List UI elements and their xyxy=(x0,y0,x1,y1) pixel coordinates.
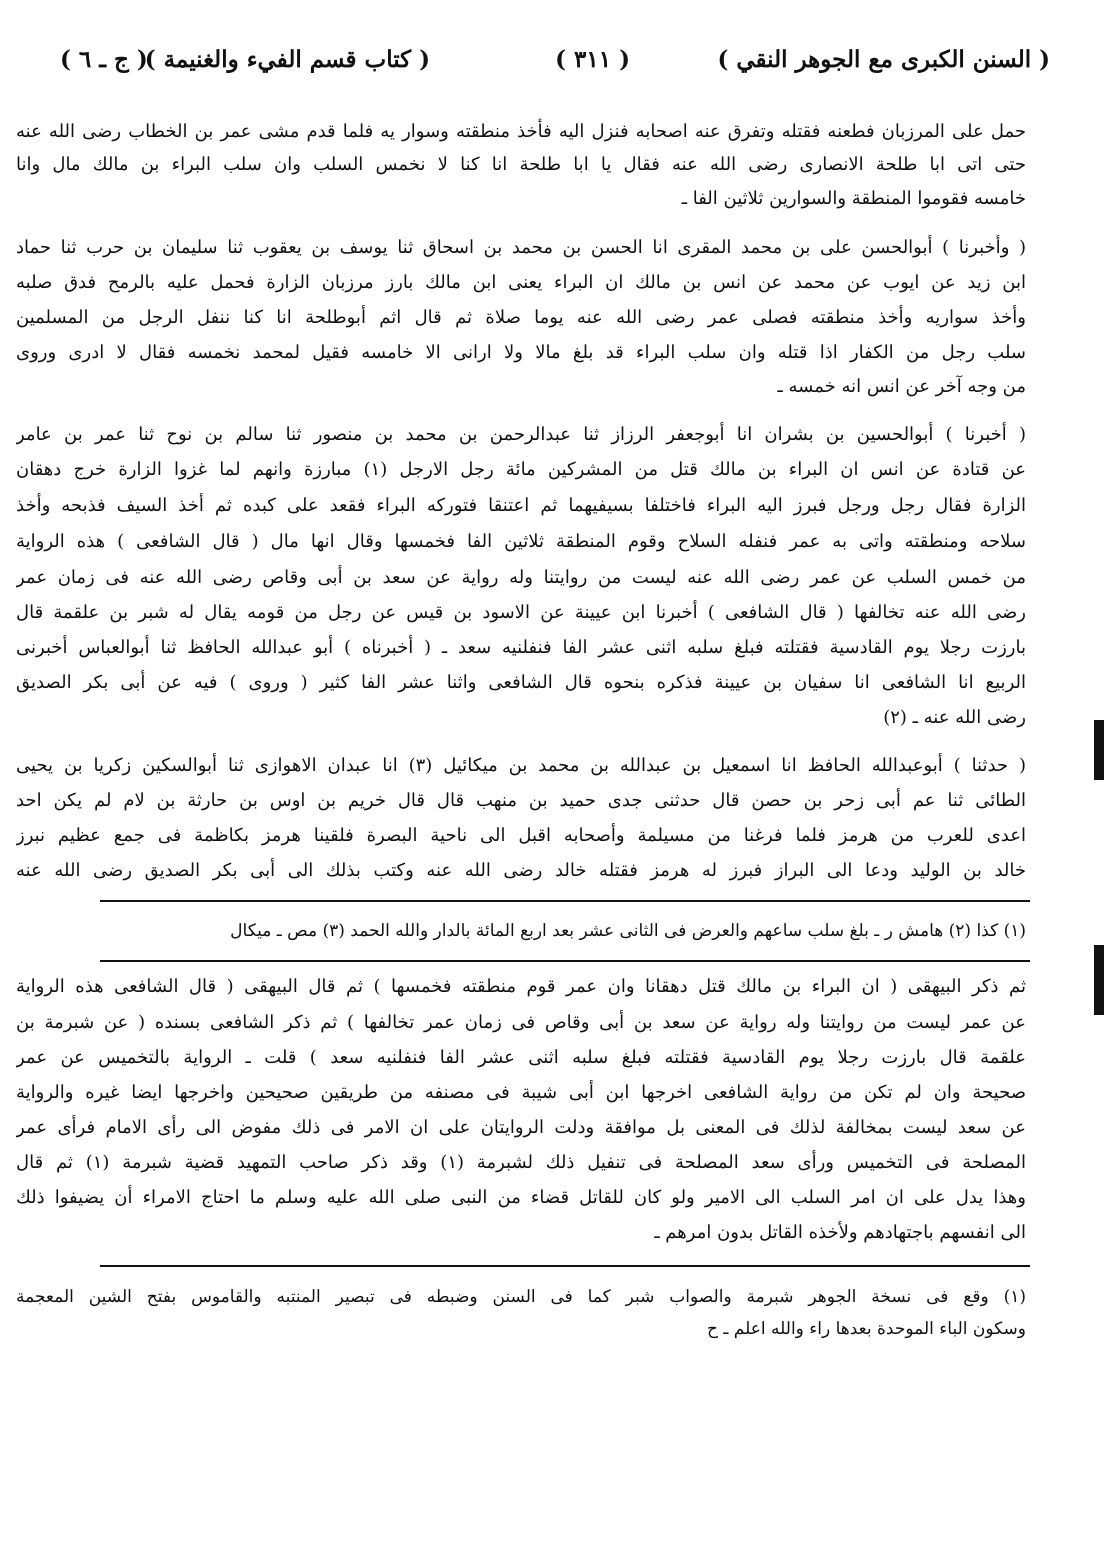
main-text-line: من وجه آخر عن انس انه خمسه ـ xyxy=(777,376,1026,397)
main-text-line: ( وأخبرنا ) أبوالحسن على بن محمد المقرى انا الحسن بن محمد بن اسحاق ثنا يوسف بن يعقوب ثنا سليمان بن حرب ثنا حماد xyxy=(16,237,1026,258)
main-text-line: حمل على المرزبان فطعنه فقتله وتفرق عنه اصحابه فنزل اليه فأخذ منطقته وسوار يه فلما قدم مشى عمر بن الخطاب رضى الله عنه xyxy=(16,121,1026,142)
commentary-line: علقمة قال بارزت رجلا يوم القادسية فقتلته فبلغ سلبه اثنى عشر الفا فنفلنيه سعد ) قلت ـ الرواية بالتخميس عن عمر xyxy=(16,1047,1026,1068)
volume-number: ( ج ـ ٦ ) xyxy=(60,46,148,73)
divider-line xyxy=(100,1265,1030,1267)
main-text-line: وأخذ سواريه وأخذ منطقته فصلى عمر رضى الله عنه يوما صلاة ثم قال اثم أبوطلحة انا كنا ننفل الرجل من المسلمين xyxy=(16,307,1026,328)
main-text-line: ( حدثنا ) أبوعبدالله الحافظ انا اسمعيل بن عبدالله بن محمد بن ميكائيل (٣) انا عبدان الاهوازى ثنا أبوالسكين زكريا بن يحيى xyxy=(16,755,1026,776)
main-text-line: الطائى ثنا عم أبى زحر بن حصن قال حدثنى جدى حميد بن منهب قال قال خريم بن اوس بن حارثة بن لام لم يكن احد xyxy=(16,790,1026,811)
commentary-line: ثم ذكر البيهقى ( ان البراء بن مالك قتل دهقانا وان عمر قوم منطقته فخمسها ) ثم قال البيهقى ( قال الشافعى هذه الرواية xyxy=(16,976,1026,997)
main-text-line: من خمس السلب عن عمر رضى الله عنه ليست من روايتنا وله رواية عن سعد بن أبى وقاص رضى الله عنه فى زمان عمر xyxy=(16,567,1026,588)
main-text-line: سلب رجل من الكفار اذا قتله وان سلب البراء قد بلغ مالا ولا ارانى الا خامسه فقيل لمحمد نخمسه فقال لا ادرى وروى xyxy=(16,342,1026,363)
page-header xyxy=(60,46,1050,90)
divider-line xyxy=(100,900,1030,902)
main-text-line: حتى اتى ابا طلحة الانصارى رضى الله عنه فقال يا ابا طلحة انا كنا لا نخمس السلب وان سلب البراء بن مالك مال وانا xyxy=(16,154,1026,175)
main-text-line: رضى الله عنه تخالفها ( قال الشافعى ) أخبرنا ابن عيينة عن الاسود بن قيس عن رجل من قومه يقال له شبر بن علقمة قال xyxy=(16,602,1026,623)
scan-edge-mark xyxy=(1094,720,1104,780)
main-text-line: خالد بن الوليد ودعا الى البراز فبرز له هرمز فقتله خالد رضى الله عنه وكتب بذلك الى أبى بكر الصديق رضى الله عنه xyxy=(16,860,1026,881)
main-text-line: الزارة فقال رجل ورجل فبرز اليه البراء فاختلفا بسيفيهما ثم اعتنقا فتوركه البراء فقعد على كبده ثم أخذ السيف فذبحه وأخذ xyxy=(16,495,1026,516)
main-text-line: ابن زيد عن ايوب عن محمد عن انس بن مالك ان البراء يعنى ابن مالك بارز مرزبان الزارة فحمل عليه بالرمح فدق صلبه xyxy=(16,272,1026,293)
commentary-line: الى انفسهم باجتهادهم ولأخذه القاتل بدون امرهم ـ xyxy=(654,1222,1026,1243)
scan-edge-mark xyxy=(1094,945,1104,1015)
chapter-title: ( كتاب قسم الفيء والغنيمة ) xyxy=(144,46,430,73)
commentary-line: عن عمر ليست من روايتنا وله رواية عن سعد بن أبى وقاص فى زمان عمر تخالفها ) ثم ذكر الشافعى بسنده ( عن شبرمة بن xyxy=(16,1012,1026,1033)
commentary-line: عن سعد ليست بمخالفة لذلك فى المعنى بل موافقة ودلت الروايتان على ان الامر فى ذلك مفوض الى رأى الامام فرأى عمر xyxy=(16,1117,1026,1138)
main-text-line: ( أخبرنا ) أبوالحسين بن بشران انا أبوجعفر الرزاز ثنا عبدالرحمن بن محمد بن منصور ثنا سالم بن نوح ثنا عمر بن عامر xyxy=(16,424,1026,445)
main-text-line: سلاحه ومنطقته واتى به عمر فنفله السلاح وقوم المنطقة ثلاثين الفا فخمسها وقال انها مال ( قال الشافعى ) هذه الرواية xyxy=(16,531,1026,552)
main-text-line: بارزت رجلا يوم القادسية فقتلته فبلغ سلبه اثنى عشر الفا فنفلنيه سعد ـ ( أخبرناه ) أبو عبدالله الحافظ ثنا أبوالعباس أخبرنى xyxy=(16,637,1026,658)
commentary-line: صحيحة وان لم تكن من رواية الشافعى اخرجها ابن أبى شيبة فى مصنفه من طريقين صحيحين واخرجها ايضا غيره والرواية xyxy=(16,1082,1026,1103)
main-text-line: اعدى للعرب من هرمز فلما فرغنا من مسيلمة وأصحابه اقبل الى ناحية البصرة فلقينا هرمز بكاظمة فى جمع عظيم نبرز xyxy=(16,825,1026,846)
commentary-line: المصلحة فى التخميس ورأى سعد المصلحة فى تنفيل ذلك لشبرمة (١) وقد ذكر صاحب التمهيد قضية شبرمة (١) ثم قال xyxy=(16,1152,1026,1173)
book-title: ( السنن الكبرى مع الجوهر النقي ) xyxy=(717,46,1050,73)
footnote-line: (١) كذا (٢) هامش ر ـ بلغ سلب ساعهم والعرض فى الثانى عشر بعد اربع المائة بالدار والله الحمد (٣) مص ـ ميكال xyxy=(230,921,1026,941)
footnote-line: وسكون الباء الموحدة بعدها راء والله اعلم ـ ح xyxy=(707,1319,1026,1339)
main-text-line: الربيع انا الشافعى انا سفيان بن عيينة فذكره بنحوه قال الشافعى واثنا عشر الفا كثير ( وروى ) فيه عن أبى بكر الصديق xyxy=(16,672,1026,693)
main-text-line: رضى الله عنه ـ (٢) xyxy=(883,707,1026,728)
page-number: ( ٣١١ ) xyxy=(555,46,630,73)
divider-line xyxy=(100,960,1030,962)
main-text-line: عن قتادة عن انس ان البراء بن مالك قتل من المشركين مائة رجل الارجل (١) مبارزة وانهم لما غزوا الزارة خرج دهقان xyxy=(16,459,1026,480)
main-text-line: خامسه فقوموا المنطقة والسوارين ثلاثين الفا ـ xyxy=(681,188,1026,209)
commentary-line: وهذا يدل على ان امر السلب الى الامير ولو كان للقاتل قضاء من النبى صلى الله عليه وسلم ما احتاج الامراء أن يضيفوا ذلك xyxy=(16,1187,1026,1208)
footnote-line: (١) وقع فى نسخة الجوهر شبرمة والصواب شبر كما فى السنن وضبطه فى تبصير المنتبه والقاموس بفتح الشين المعجمة xyxy=(16,1287,1026,1307)
